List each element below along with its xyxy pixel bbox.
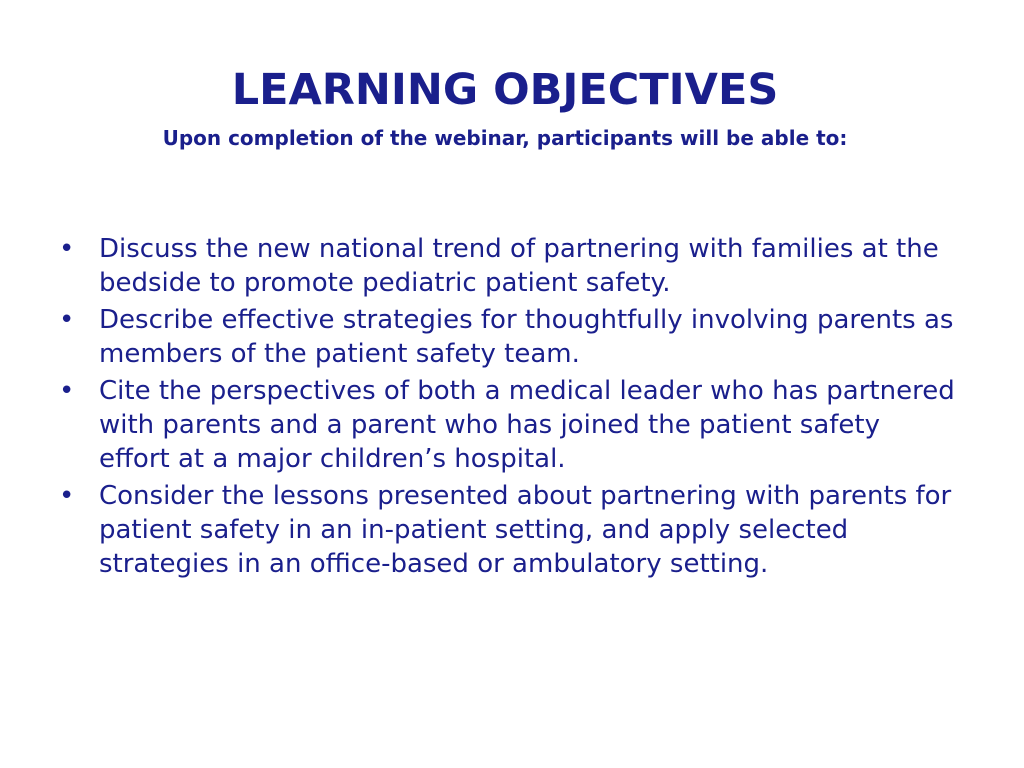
bullet-icon: • [59,481,75,511]
objective-text: Describe effective strategies for thoughtfully involving parents as members of the patient safety team. [99,305,954,369]
objective-item [58,303,958,371]
objective-item [58,232,958,300]
slide-subtitle: Upon completion of the webinar, participants will be able to: [162,126,848,150]
objective-text: Consider the lessons presented about partnering with parents for patient safety in an in-patient setting, and apply selected strategies in an office-based or ambulatory setting. [99,481,952,579]
bullet-icon: • [59,376,75,406]
objectives-list [58,232,958,584]
bullet-icon: • [59,305,75,335]
objective-text: Cite the perspectives of both a medical leader who has partnered with parents and a parent who has joined the patient safety effort at a major children’s hospital. [99,376,955,474]
objective-item [58,374,958,476]
slide-title: LEARNING OBJECTIVES [231,65,779,115]
objective-item [58,479,958,581]
objective-text: Discuss the new national trend of partnering with families at the bedside to promote pediatric patient safety. [99,234,939,298]
bullet-icon: • [59,234,75,264]
